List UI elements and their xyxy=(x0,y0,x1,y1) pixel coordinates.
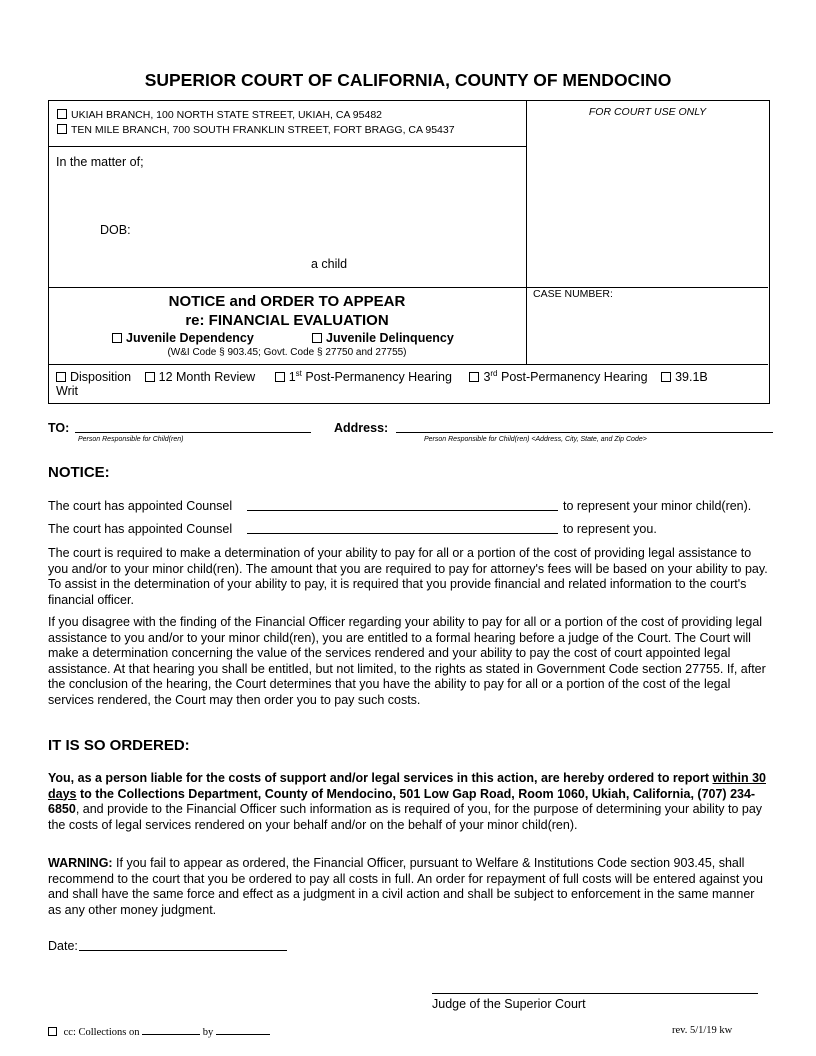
first-post-permanency-label: 1st Post-Permanency Hearing xyxy=(288,369,452,385)
ukiah-branch-checkbox[interactable] xyxy=(57,109,67,119)
revision-label: rev. 5/1/19 kw xyxy=(672,1025,733,1036)
divider xyxy=(48,146,527,147)
address-caption: Person Responsible for Child(ren) <Address, City, State, and Zip Code> xyxy=(424,436,647,443)
third-post-permanency-checkbox[interactable] xyxy=(469,372,479,382)
caption-divider xyxy=(526,100,527,364)
cc-by-field[interactable] xyxy=(216,1025,270,1035)
branch-label: TEN MILE BRANCH, 700 SOUTH FRANKLIN STREET, FORT BRAGG, CA 95437 xyxy=(71,124,455,136)
first-post-permanency-checkbox[interactable] xyxy=(275,372,285,382)
judge-label: Judge of the Superior Court xyxy=(432,997,586,1011)
branch-option-ten-mile xyxy=(57,124,455,136)
notice-title-line1: NOTICE and ORDER TO APPEAR xyxy=(168,293,406,310)
to-label: TO: xyxy=(48,421,70,435)
date-field[interactable] xyxy=(79,939,287,951)
address-field[interactable] xyxy=(396,421,773,433)
divider xyxy=(48,364,768,365)
juvenile-dependency-label: Juvenile Dependency xyxy=(126,331,254,345)
counsel-minor-field[interactable] xyxy=(247,499,558,511)
writ-label: 39.1B xyxy=(675,370,708,385)
child-label: a child xyxy=(311,257,348,271)
notice-paragraph-2: If you disagree with the finding of the Financial Officer regarding your ability to pay for all or a portion of the cost of providing legal assistance to you and/or to your minor child(ren), you are entitled to a formal hearing before a judge of the Court. The Court will make a determination concerning the value of the services rendered and your ability to pay the cost of court appointed legal assistance. At that hearing you shall be entitled, but not limited, to the rights as stated in Government Code section 27755. If, after the conclusion of the hearing, the Court determines that you have the ability to pay for all or a portion of the cost of the legal services rendered, the Court may then order you to pay such costs. xyxy=(48,615,766,707)
court-use-label: FOR COURT USE ONLY xyxy=(588,106,707,118)
dob-label: DOB: xyxy=(100,223,131,237)
month-review-checkbox[interactable] xyxy=(145,372,155,382)
notice-heading: NOTICE: xyxy=(48,464,110,481)
cc-date-field[interactable] xyxy=(142,1025,200,1035)
counsel-minor-suffix: to represent your minor child(ren). xyxy=(563,499,752,513)
to-field[interactable] xyxy=(75,421,311,433)
page-title: SUPERIOR COURT OF CALIFORNIA, COUNTY OF MENDOCINO xyxy=(144,70,672,90)
juvenile-dependency-checkbox[interactable] xyxy=(112,333,122,343)
matter-label: In the matter of; xyxy=(56,155,144,169)
cc-checkbox[interactable] xyxy=(48,1027,57,1036)
code-reference: (W&I Code § 903.45; Govt. Code § 27750 and 27755) xyxy=(167,347,407,358)
case-number-label: CASE NUMBER: xyxy=(533,288,613,300)
address-label: Address: xyxy=(334,421,389,435)
disposition-label: Disposition xyxy=(70,370,132,385)
juvenile-delinquency-label: Juvenile Delinquency xyxy=(326,331,454,345)
juvenile-dependency-option xyxy=(112,331,254,345)
month-review-label: 12 Month Review xyxy=(158,370,256,385)
ten-mile-branch-checkbox[interactable] xyxy=(57,124,67,134)
writ-checkbox[interactable] xyxy=(661,372,671,382)
cc-line: cc: Collections on by xyxy=(48,1025,270,1038)
branch-label: UKIAH BRANCH, 100 NORTH STATE STREET, UKIAH, CA 95482 xyxy=(71,109,383,121)
divider xyxy=(48,287,768,288)
writ-label-continued: Writ xyxy=(56,384,78,398)
date-label: Date: xyxy=(48,939,78,953)
hearing-options xyxy=(56,369,708,384)
juvenile-delinquency-checkbox[interactable] xyxy=(312,333,322,343)
warning-paragraph: WARNING: If you fail to appear as ordered, the Financial Officer, pursuant to Welfare & Institutions Code section 903.45, shall recommend to the court that you be ordered to pay all costs in full. An order for repayment of full costs will be entered against you and shall have the same force and effect as a judgment in a civil action and shall be subject to enforcement in the same manner as any other money judgment. xyxy=(48,856,763,917)
judge-signature-line[interactable] xyxy=(432,993,758,994)
order-heading: IT IS SO ORDERED: xyxy=(48,737,190,754)
juvenile-delinquency-option xyxy=(312,331,454,345)
notice-title-line2: re: FINANCIAL EVALUATION xyxy=(185,312,389,329)
counsel-minor-prefix: The court has appointed Counsel xyxy=(48,499,233,513)
disposition-checkbox[interactable] xyxy=(56,372,66,382)
counsel-you-prefix: The court has appointed Counsel xyxy=(48,522,233,536)
notice-paragraph-1: The court is required to make a determination of your ability to pay for all or a portion of the cost of providing legal assistance to you and/or to your minor child(ren). The amount that you are required to pay for attorney's fees will be based on your ability to pay. To assist in the determination of your ability to pay, it is required that you provide financial and related information to the court's financial officer. xyxy=(48,546,768,607)
branch-option-ukiah xyxy=(57,109,382,121)
third-post-permanency-label: 3rd Post-Permanency Hearing xyxy=(483,369,648,385)
counsel-you-field[interactable] xyxy=(247,522,558,534)
order-paragraph: You, as a person liable for the costs of support and/or legal services in this action, are hereby ordered to report within 30 days to the Collections Department, County of Mendocino, 501 Low Gap Road, Room 1060, Ukiah, California, (707) 234-6850, and provide to the Financial Officer such information as is required of you, for the purpose of determining your ability to pay the costs of legal services rendered on your behalf and/or on the behalf of your minor child(ren). xyxy=(48,771,766,832)
to-caption: Person Responsible for Child(ren) xyxy=(78,436,184,443)
counsel-you-suffix: to represent you. xyxy=(563,522,657,536)
